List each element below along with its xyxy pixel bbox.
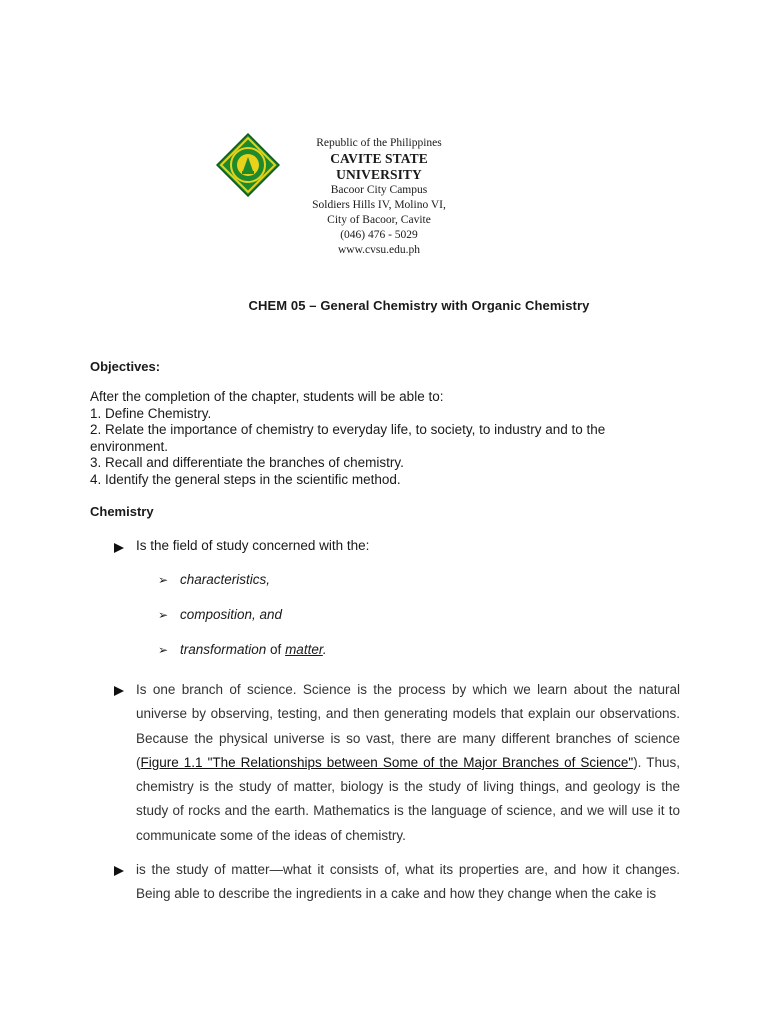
objectives-intro: After the completion of the chapter, students will be able to: <box>90 389 444 404</box>
letterhead-header <box>216 133 536 256</box>
phone-number: (046) 476 - 5029 <box>340 229 418 241</box>
letterhead-text <box>286 136 472 258</box>
objective-item: 4. Identify the general steps in the scientific method. <box>90 471 401 487</box>
chemistry-heading: Chemistry <box>90 504 154 519</box>
document-body <box>90 359 680 907</box>
bullet-text: Is the field of study concerned with the: <box>136 538 370 553</box>
sub-bullet-item <box>158 607 680 642</box>
sub-bullet-text: characteristics, <box>180 572 271 587</box>
arrowhead-bullet-icon: ➢ <box>158 573 169 587</box>
website: www.cvsu.edu.ph <box>338 244 420 256</box>
matter-link[interactable]: matter <box>285 642 323 657</box>
objective-item: 2. Relate the importance of chemistry to everyday life, to society, to industry and to the environment. <box>90 422 606 454</box>
objective-item: 1. Define Chemistry. <box>90 405 212 421</box>
address-line-2: City of Bacoor, Cavite <box>327 214 431 226</box>
sub-bullet-text: . <box>322 642 327 657</box>
arrowhead-bullet-icon: ➢ <box>158 608 169 622</box>
sub-bullet-list <box>90 572 680 677</box>
objectives-list <box>90 389 680 488</box>
bullet-text: ). Thus, chemistry is the study of matter, biology is the study of living things, and geology is the study of rocks and the earth. Mathematics is the language of science, and we will use it to communicate some of the ideas of chemistry. <box>136 754 680 843</box>
sub-bullet-item <box>158 642 680 677</box>
course-title <box>0 298 768 313</box>
objectives-heading: Objectives: <box>90 359 161 374</box>
bullet-text: Is one branch of science. Science is the process by which we learn about the natural universe by observing, testing, and then generating models that explain our observations. Because the physical universe is so vast, there are many different branches of science ( <box>136 682 680 770</box>
objective-item: 3. Recall and differentiate the branches of chemistry. <box>90 455 404 470</box>
address-line-1: Soldiers Hills IV, Molino VI, <box>312 199 446 211</box>
course-title-text: CHEM 05 – General Chemistry with Organic Chemistry <box>248 298 590 313</box>
triangle-bullet-icon <box>114 686 124 696</box>
triangle-bullet-icon <box>114 866 124 876</box>
sub-bullet-text: of <box>266 642 286 657</box>
bullet-item <box>90 538 680 554</box>
bullet-item <box>90 678 680 848</box>
university-name: CAVITE STATE UNIVERSITY <box>330 151 428 182</box>
campus-name: Bacoor City Campus <box>330 184 428 196</box>
bullet-item <box>90 858 680 907</box>
republic-line: Republic of the Philippines <box>316 137 442 149</box>
sub-bullet-text: transformation <box>180 642 267 657</box>
sub-bullet-text: composition, and <box>180 607 283 622</box>
university-seal-logo <box>216 133 280 197</box>
bullet-text: is the study of matter—what it consists of, what its properties are, and how it changes. Being able to describe the ingredients in a cake and how they change when the cake is <box>136 862 680 902</box>
figure-link[interactable]: Figure 1.1 "The Relationships between Some of the Major Branches of Science" <box>140 754 634 770</box>
arrowhead-bullet-icon: ➢ <box>158 643 169 657</box>
sub-bullet-item <box>158 572 680 607</box>
triangle-bullet-icon <box>114 543 124 553</box>
